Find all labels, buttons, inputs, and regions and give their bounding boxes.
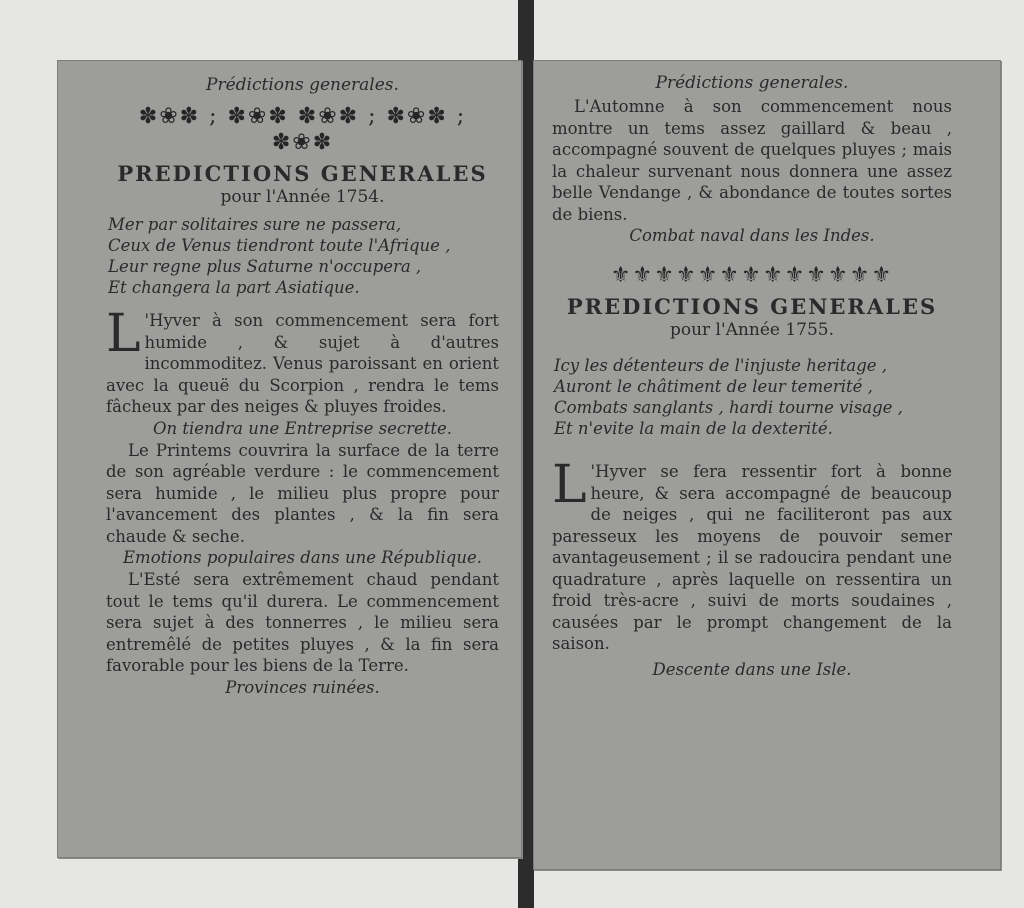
ornament-band: ✽❀✽ ; ✽❀✽ ✽❀✽ ; ✽❀✽ ; ✽❀✽ [138, 104, 467, 155]
autumn-prediction: Combat naval dans les Indes. [629, 226, 875, 245]
prophecy-verse [106, 214, 499, 298]
summer-paragraph: L'Esté sera extrêmement chaud pendant tout le tems qu'il durera. Le commencement sera sujet à des tonnerres , le milieu sera entremêlé de petites pluyes , & la fin sera favorable pour les biens de la Terre. [106, 570, 499, 675]
right-page [533, 60, 1001, 870]
verse-line: Ceux de Venus tiendront toute l'Afrique , [108, 236, 451, 255]
verse-line: Et changera la part Asiatique. [108, 278, 360, 297]
section-title: PREDICTIONS GENERALES [117, 161, 488, 186]
left-page-body [106, 74, 499, 699]
running-head: Prédictions generales. [655, 73, 849, 93]
verse-line: Leur regne plus Saturne n'occupera , [108, 257, 422, 276]
winter-prediction: On tiendra une Entreprise secrette. [152, 418, 453, 438]
section-year: pour l'Année 1755. [669, 320, 835, 340]
fleur-de-lis-band: ⚜⚜⚜⚜⚜⚜⚜⚜⚜⚜⚜⚜⚜ [610, 263, 894, 288]
verse-line: Icy les détenteurs de l'injuste heritage , [554, 356, 888, 375]
left-page [57, 60, 522, 858]
winter-prediction: Descente dans une Isle. [652, 659, 852, 679]
verse-line: Mer par solitaires sure ne passera, [108, 215, 402, 234]
prophecy-verse [552, 355, 952, 439]
summer-prediction: Provinces ruinées. [225, 677, 380, 697]
verse-line: Combats sanglants , hardi tourne visage , [554, 398, 903, 417]
right-page-body [552, 72, 952, 681]
running-head: Prédictions generales. [206, 75, 399, 95]
section-title: PREDICTIONS GENERALES [566, 294, 938, 319]
spring-paragraph: Le Printems couvrira la surface de la terre de son agréable verdure : le commencement sera humide , le milieu plus propre pour l'avancement des plantes , & la fin sera chaude & seche. [106, 440, 499, 546]
drop-cap: L [106, 304, 141, 364]
winter-text: 'Hyver à son commencement sera fort humide , & sujet à d'autres incommoditez. Venus paroissant en orient avec la queuë du Scorpion , rendra le tems fâcheux par des neiges & pluyes froides. [106, 311, 499, 416]
section-year: pour l'Année 1754. [220, 187, 385, 207]
winter-paragraph [106, 304, 499, 418]
winter-paragraph [552, 455, 952, 655]
verse-line: Et n'evite la main de la dexterité. [554, 419, 833, 438]
drop-cap: L [552, 455, 587, 515]
spring-prediction: Emotions populaires dans une République. [123, 548, 482, 567]
winter-text: 'Hyver se fera ressentir fort à bonne heure, & sera accompagné de beaucoup de neiges , qui ne faciliteront pas aux paresseux les moyens de pouvoir semer avantageusement ; il se radoucira pendant une quadrature , après laquelle on ressentira un froid très-acre , suivi de morts soudaines , causées par le prompt changement de la saison. [552, 462, 952, 653]
verse-line: Auront le châtiment de leur temerité , [554, 377, 873, 396]
autumn-paragraph: L'Automne à son commencement nous montre un tems assez gaillard & beau , accompagné souvent de quelques pluyes ; mais la chaleur survenant nous donnera une assez belle Vendange , & abondance de toutes sortes de biens. [552, 97, 952, 224]
